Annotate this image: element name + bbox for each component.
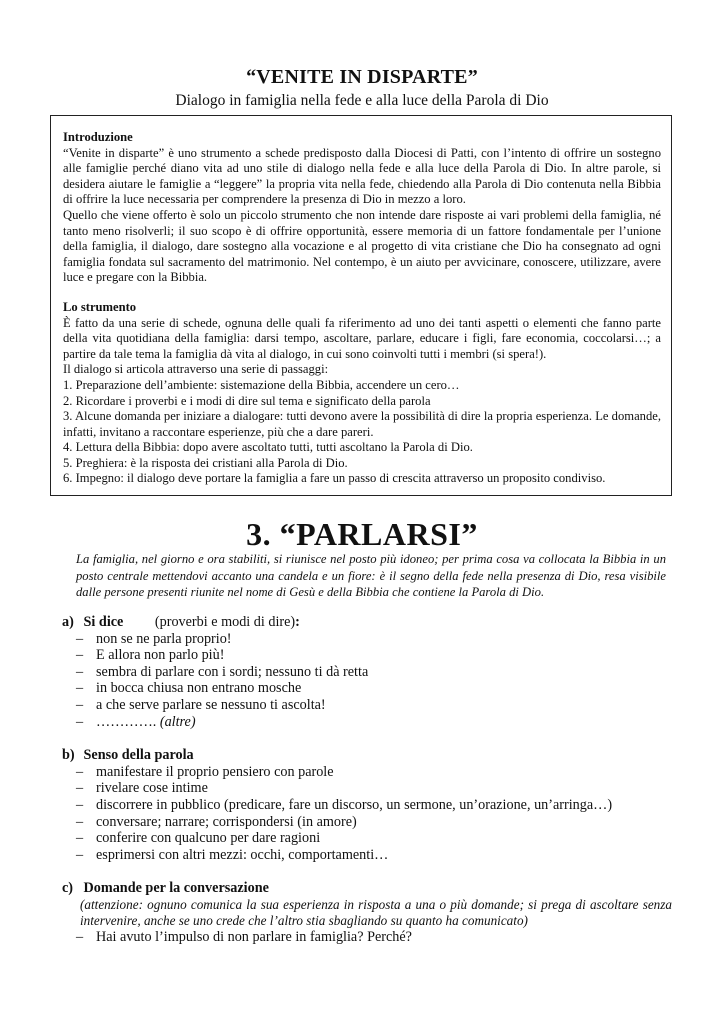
introduzione-heading: Introduzione [63,130,133,144]
section-letter: a) [62,614,74,630]
questions-list [62,929,672,946]
strumento-step: 5. Preghiera: è la risposta dei cristiani alla Parola di Dio. [63,455,348,470]
document-title: “VENITE IN DISPARTE” [246,66,478,88]
section-label: Si dice [83,614,124,630]
proverbs-list [62,631,672,731]
list-item: – Hai avuto l’impulso di non parlare in famiglia? Perché? [76,929,672,946]
strumento-paragraph: Il dialogo si articola attraverso una serie di passaggi: [63,362,329,377]
list-item [76,714,672,731]
lead-paragraph: La famiglia, nel giorno e ora stabiliti, si riunisce nel posto più idoneo; per prima cosa va collocata la Bibbia in un posto centrale mettendovi accanto una candela e un fiore: è il segno della fede nella presenza di Dio, resa visibile dalle persone presenti riunite nel nome di Gesù e della Bibbia che contiene la Parola di Dio. [76,552,666,599]
list-item: – conferire con qualcuno per dare ragioni [76,830,672,847]
section-note: (attenzione: ognuno comunica la sua esperienza in risposta a una o più domande; si prega di ascoltare senza intervenire, anche se uno crede che l’altro stia sbagliando su quanto ha comunicato) [80,896,672,928]
strumento-paragraph: È fatto da una serie di schede, ognuna delle quali fa riferimento ad uno dei tanti aspetti o elementi che fanno parte della vita quotidiana della famiglia: darsi tempo, ascoltare, parlare, educare i figli, fare economia, coccolarsi…; a partire da tale tema la famiglia dà vita al dialogo, in cui sono coinvolti tutti i membri (si spera!). [63,315,661,361]
section-main-title: 3. “PARLARSI” [246,516,478,552]
section-letter: c) [62,880,74,897]
section-label: Domande per la conversazione [83,880,269,897]
strumento-step: 4. Lettura della Bibbia: dopo avere ascoltato tutti, tutti ascoltano la Parola di Dio. [63,440,473,455]
meanings-list [62,764,672,864]
section-note: (proverbi e modi di dire) [154,614,296,630]
list-item: – in bocca chiusa non entrano mosche [76,680,672,697]
section-si-dice [62,614,672,730]
list-item: – esprimersi con altri mezzi: occhi, comportamenti… [76,847,672,864]
strumento-step: 6. Impegno: il dialogo deve portare la famiglia a fare un passo di crescita attraverso un proposito condiviso. [63,471,606,486]
spacer [63,286,661,300]
document-subtitle: Dialogo in famiglia nella fede e alla luce della Parola di Dio [175,92,549,109]
list-item: – manifestare il proprio pensiero con parole [76,764,672,781]
list-item: – conversare; narrare; corrispondersi (in amore) [76,814,672,831]
list-item: – E allora non parlo più! [76,647,672,664]
altre-label: (altre) [159,713,196,730]
section-letter: b) [62,747,75,764]
list-item: – rivelare cose intime [76,780,672,797]
section-senso-della-parola [62,747,672,863]
strumento-step: 1. Preparazione dell’ambiente: sistemazione della Bibbia, accendere un cero… [63,377,460,392]
introduzione-paragraph: “Venite in disparte” è uno strumento a schede predisposto dalla Diocesi di Patti, con l’intento di offrire un sostegno alle famiglie perché diano vita ad uno stile di dialogo nella fede e alla luce della Parola di Dio. In altre parole, si desidera aiutare le famiglie a “leggere” la propria vita nella fede, chiedendo alla Parola di Dio contenuta nella Bibbia di offrire la luce necessaria per comprendere la presenza di Dio in mezzo a loro. [63,145,661,207]
section-heading [62,614,672,631]
sections-container [62,614,672,963]
strumento-heading: Lo strumento [63,299,137,314]
list-item: – a che serve parlare se nessuno ti ascolta! [76,697,672,714]
list-item: – discorrere in pubblico (predicare, fare un discorso, un sermone, un’orazione, un’arringa…) [76,797,672,814]
dots-placeholder: …………. [96,713,160,730]
strumento-step: 3. Alcune domanda per iniziare a dialogare: tutti devono avere la possibilità di dire la propria esperienza. Le domande, infatti, invitano a raccontare esperienze, più che a dare pareri. [63,409,661,439]
strumento-step: 2. Ricordare i proverbi e i modi di dire sul tema e significato della parola [63,393,431,408]
section-heading [62,747,672,764]
section-domande [62,880,672,945]
list-item: – sembra di parlare con i sordi; nessuno ti dà retta [76,664,672,681]
section-heading [62,880,672,897]
section-label: Senso della parola [83,747,194,764]
list-item: – non se ne parla proprio! [76,631,672,648]
intro-box [50,115,672,496]
section-colon: : [295,614,300,630]
introduzione-paragraph: Quello che viene offerto è solo un piccolo strumento che non intende dare risposte ai vari problemi della famiglia, né tanto meno risolverli; il suo scopo è di offrire opportunità, essere memoria di un fattore fondamentale per l’unione della famiglia, il dialogo, dare sostegno alla vocazione e al progetto di vita cristiane che Dio ha consegnato ad ogni famiglia fondata sul sacramento del matrimonio. Nel contempo, è un aiuto per avvicinare, conoscere, utilizzare, avere luce e pregare con la Bibbia. [63,207,661,285]
